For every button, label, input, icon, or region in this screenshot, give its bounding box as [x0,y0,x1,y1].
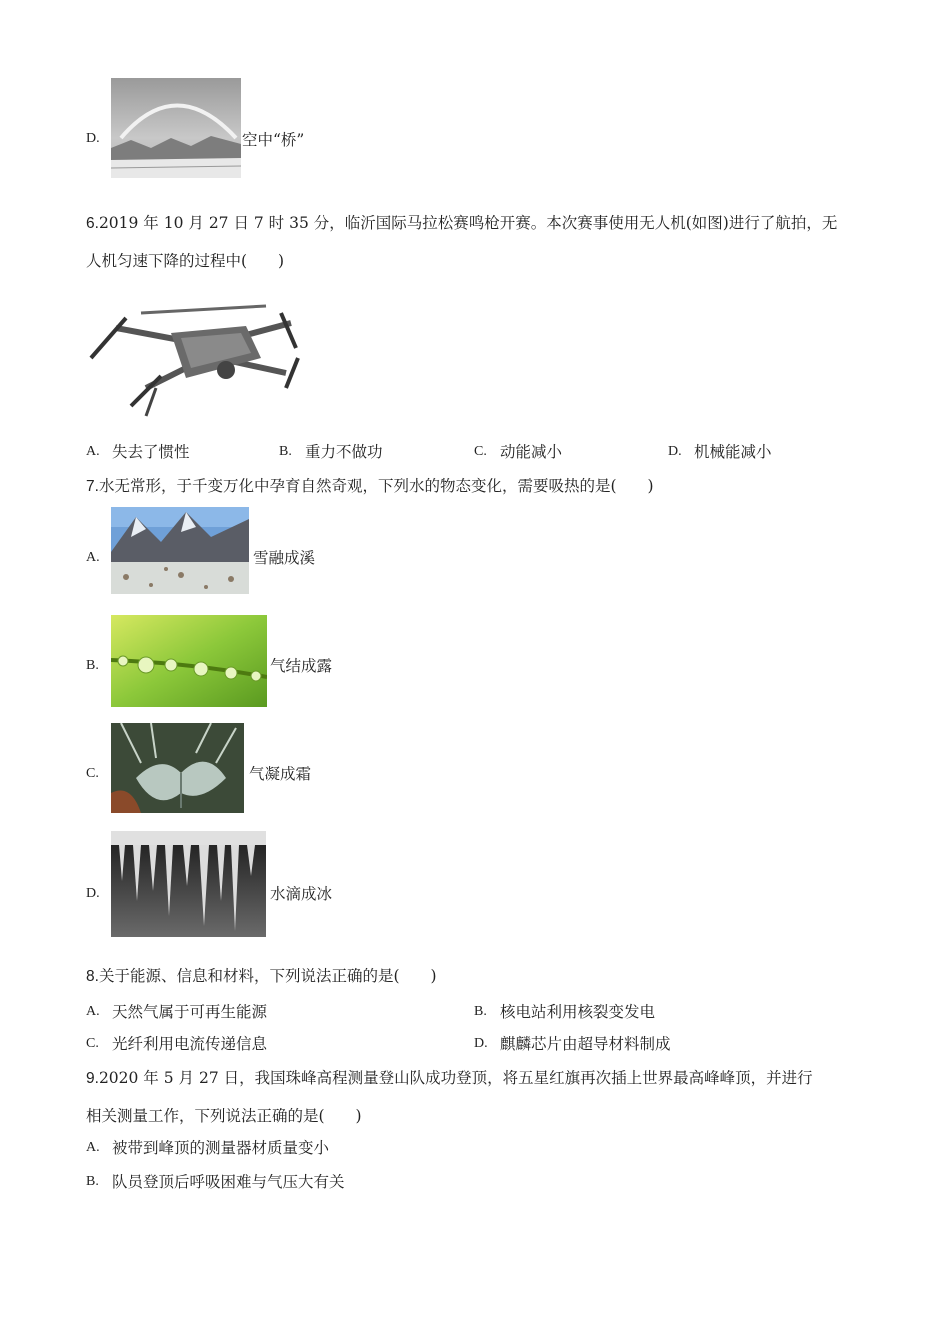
option-text: 气结成露 [270,657,333,675]
question-number: 6. [86,215,99,232]
option-text: 机械能减小 [694,443,772,461]
option-text: 气凝成霜 [249,765,312,783]
question-stem-line1: 9.2020 年 5 月 27 日，我国珠峰高程测量登山队成功登顶，将五星红旗再次插上世界最高峰峰顶，并进行 [86,1069,813,1087]
option-letter: B. [474,1004,487,1019]
option-letter: A. [86,550,100,565]
icicles-image [111,831,266,937]
option-text: 空中“桥” [242,131,305,149]
option-text: 光纤利用电流传递信息 [112,1035,268,1053]
dew-drops-image [111,615,267,707]
rainbow-image [111,78,241,178]
option-letter: D. [86,131,100,146]
option-text: 麒麟芯片由超导材料制成 [500,1035,671,1053]
option-letter: A. [86,1004,100,1019]
question-number: 9. [86,1070,99,1087]
option-letter: A. [86,1140,100,1155]
option-letter: B. [279,444,292,459]
option-letter: C. [474,444,487,459]
question-stem-line2: 人机匀速下降的过程中( ) [86,252,285,270]
option-letter: C. [86,766,99,781]
question-stem: 8.关于能源、信息和材料，下列说法正确的是( ) [86,967,437,985]
option-text: 失去了惯性 [112,443,190,461]
option-letter: D. [668,444,682,459]
option-text: 核电站利用核裂变发电 [500,1003,656,1021]
option-text: 被带到峰顶的测量器材质量变小 [112,1139,330,1157]
option-text: 水滴成冰 [270,885,333,903]
snow-stream-image [111,507,249,594]
question-number: 7. [86,478,99,495]
option-text: 重力不做功 [305,443,383,461]
option-letter: A. [86,444,100,459]
question-number: 8. [86,968,99,985]
question-stem-line2: 相关测量工作，下列说法正确的是( ) [86,1107,362,1125]
option-letter: D. [86,886,100,901]
option-letter: B. [86,1174,99,1189]
question-stem-line1: 6.2019 年 10 月 27 日 7 时 35 分，临沂国际马拉松赛鸣枪开赛。本次赛事使用无人机(如图)进行了航拍，无 [86,214,838,232]
option-text: 雪融成溪 [253,549,316,567]
option-letter: C. [86,1036,99,1051]
option-letter: B. [86,658,99,673]
question-stem: 7.水无常形，于千变万化中孕育自然奇观，下列水的物态变化，需要吸热的是( ) [86,477,654,495]
option-text: 天然气属于可再生能源 [112,1003,268,1021]
option-letter: D. [474,1036,488,1051]
option-text: 队员登顶后呼吸困难与气压大有关 [112,1173,345,1191]
option-text: 动能减小 [500,443,563,461]
frost-leaves-image [111,723,244,813]
drone-image [86,288,306,420]
